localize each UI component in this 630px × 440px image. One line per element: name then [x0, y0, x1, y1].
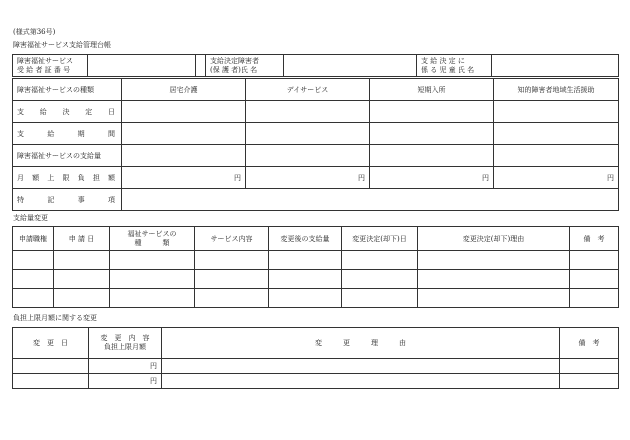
table-row: [13, 251, 619, 270]
cell[interactable]: [246, 101, 370, 123]
header-change-date: 変 更 日: [13, 328, 89, 359]
header-decision-reason: 変更決定(却下)理由: [418, 227, 570, 251]
service-type-label: 障害福祉サービスの種類: [13, 79, 122, 101]
header-application: 申請職権: [13, 227, 54, 251]
burden-section-title: 負担上限月額に関する変更: [13, 314, 97, 322]
table-row: [13, 289, 619, 308]
cell[interactable]: [122, 123, 246, 145]
yen-cell[interactable]: 円: [494, 167, 619, 189]
cell[interactable]: [370, 123, 494, 145]
cell[interactable]: [370, 145, 494, 167]
header-new-amount: 変更後の支給量: [269, 227, 342, 251]
guardian-name-label: 支給決定障害者 (保 護 者)氏 名: [206, 55, 284, 77]
cell[interactable]: [494, 145, 619, 167]
column-day-service: デイサービス: [246, 79, 370, 101]
header-change-reason: 変 更 理 由: [162, 328, 560, 359]
child-name-label: 支 給 決 定 に 係 る 児 童 氏 名: [417, 55, 492, 77]
cell[interactable]: [494, 123, 619, 145]
table-row: [13, 374, 619, 389]
header-service-content: サービス内容: [195, 227, 269, 251]
column-home-care: 居宅介護: [122, 79, 246, 101]
yen-cell[interactable]: 円: [89, 374, 162, 389]
yen-cell[interactable]: 円: [246, 167, 370, 189]
page-title: 障害福祉サービス支給管理台帳: [13, 41, 111, 49]
column-group-home: 知的障害者地域生活援助: [494, 79, 619, 101]
column-short-stay: 短期入所: [370, 79, 494, 101]
spacer-cell: [196, 55, 206, 77]
cell[interactable]: [246, 145, 370, 167]
child-name-field[interactable]: [492, 55, 619, 77]
yen-cell[interactable]: 円: [89, 359, 162, 374]
cell[interactable]: [122, 101, 246, 123]
recipient-id-field[interactable]: [88, 55, 196, 77]
main-table: [12, 78, 619, 211]
row-label-amount: 障害福祉サービスの支給量: [13, 145, 122, 167]
row-label-notes: 特記事項: [13, 189, 122, 211]
cell[interactable]: [370, 101, 494, 123]
header-burden-remarks: 備 考: [560, 328, 619, 359]
header-table: [12, 54, 619, 77]
cell[interactable]: [494, 101, 619, 123]
recipient-id-label: 障害福祉サービス 受 給 者 証 番 号: [13, 55, 88, 77]
header-decision-date: 変更決定(却下)日: [342, 227, 418, 251]
change-table: [12, 226, 619, 308]
row-label-decision-date: 支給決定日: [13, 101, 122, 123]
header-application-date: 申 請 日: [54, 227, 110, 251]
header-change-content: 変 更 内 容 負担上限月額: [89, 328, 162, 359]
header-service-type: 福祉サービスの 種 類: [110, 227, 195, 251]
change-section-title: 支給量変更: [13, 214, 48, 222]
cell[interactable]: [246, 123, 370, 145]
row-label-period: 支給期間: [13, 123, 122, 145]
cell[interactable]: [122, 145, 246, 167]
header-remarks: 備 考: [570, 227, 619, 251]
guardian-name-field[interactable]: [284, 55, 417, 77]
yen-cell[interactable]: 円: [122, 167, 246, 189]
yen-cell[interactable]: 円: [370, 167, 494, 189]
row-label-monthly-cap: 月額上限負担額: [13, 167, 122, 189]
burden-table: [12, 327, 619, 389]
notes-field[interactable]: [122, 189, 619, 211]
form-number: (様式第36号): [13, 28, 56, 36]
table-row: [13, 270, 619, 289]
table-row: [13, 359, 619, 374]
